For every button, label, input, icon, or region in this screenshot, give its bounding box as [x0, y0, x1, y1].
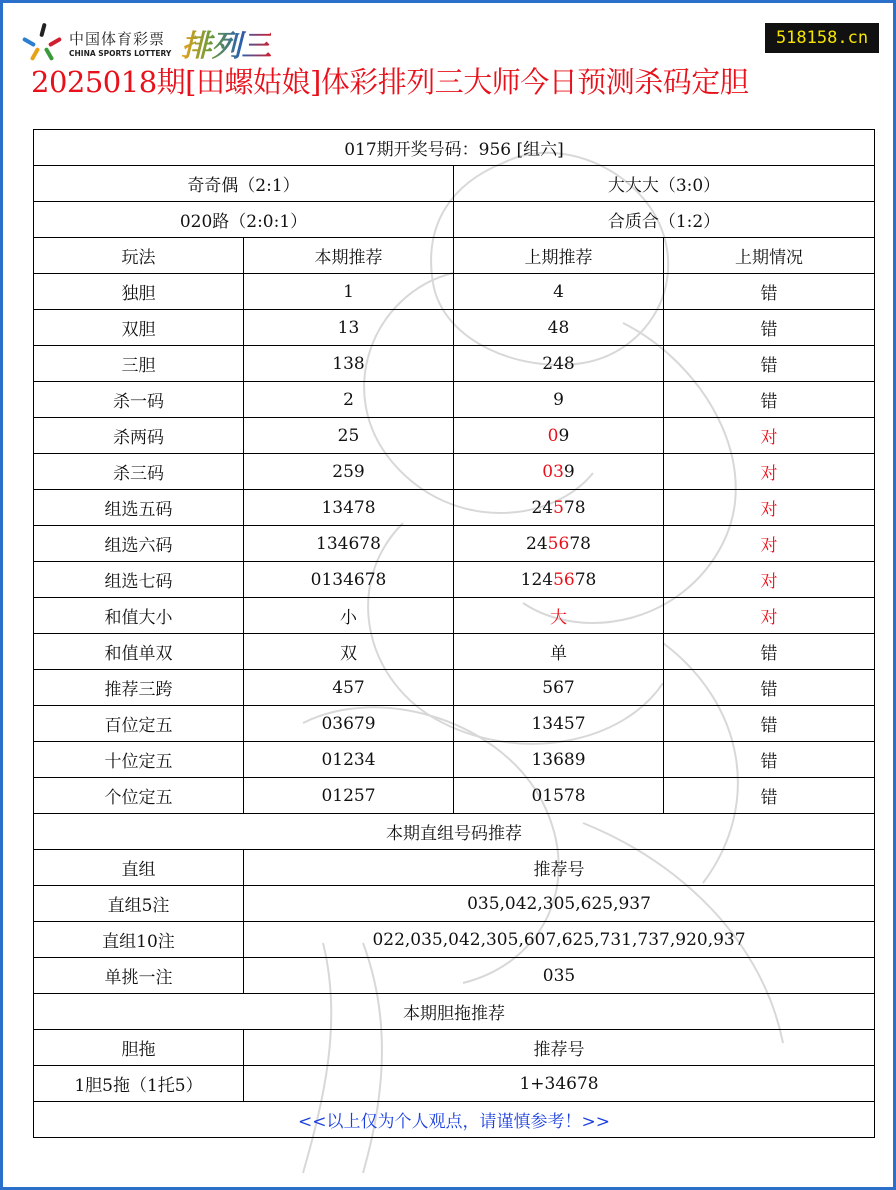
pick-segment: 13457 — [531, 713, 586, 734]
pick-segment: 5 — [553, 497, 564, 518]
pick-segment: 0 — [547, 425, 559, 446]
section-title: 本期胆拖推荐 — [34, 994, 875, 1030]
play-name: 十位定五 — [34, 742, 244, 778]
pick-segment: 24 — [526, 533, 548, 554]
pick-segment: 56 — [553, 569, 575, 590]
col-header: 直组 — [34, 850, 244, 886]
current-pick: 457 — [244, 670, 454, 706]
play-name: 组选七码 — [34, 562, 244, 598]
pick-segment: 248 — [542, 353, 575, 374]
table-row — [34, 598, 875, 634]
previous-pick — [454, 634, 664, 670]
section-title: 本期直组号码推荐 — [34, 814, 875, 850]
previous-result: 错 — [664, 274, 875, 310]
col-header: 本期推荐 — [244, 238, 454, 274]
table-row — [34, 346, 875, 382]
play-name: 推荐三跨 — [34, 670, 244, 706]
play-name: 组选六码 — [34, 526, 244, 562]
pick-type: 直组10注 — [34, 922, 244, 958]
previous-result: 错 — [664, 310, 875, 346]
table-header — [34, 238, 875, 274]
play-name: 杀一码 — [34, 382, 244, 418]
current-pick: 138 — [244, 346, 454, 382]
previous-result: 错 — [664, 706, 875, 742]
table-row — [34, 742, 875, 778]
pick-type: 单挑一注 — [34, 958, 244, 994]
pick-segment: 9 — [558, 425, 570, 446]
current-pick: 13 — [244, 310, 454, 346]
previous-pick — [454, 706, 664, 742]
table-row — [34, 382, 875, 418]
previous-result: 对 — [664, 526, 875, 562]
previous-result: 错 — [664, 778, 875, 814]
play-name: 和值单双 — [34, 634, 244, 670]
previous-result: 错 — [664, 634, 875, 670]
pick-segment: 13689 — [531, 749, 586, 770]
pick-type: 1胆5拖（1托5） — [34, 1066, 244, 1102]
pick-segment: 567 — [542, 677, 575, 698]
site-badge[interactable]: 518158.cn — [765, 23, 879, 53]
previous-result: 错 — [664, 382, 875, 418]
table-row — [34, 526, 875, 562]
pick-numbers: 035,042,305,625,937 — [244, 886, 875, 922]
previous-pick — [454, 310, 664, 346]
logo-cn: 中国体育彩票 — [69, 30, 166, 48]
play-name: 独胆 — [34, 274, 244, 310]
current-pick: 25 — [244, 418, 454, 454]
current-pick: 2 — [244, 382, 454, 418]
table-row — [34, 922, 875, 958]
pick-segment: 大 — [550, 608, 567, 628]
table-row — [34, 418, 875, 454]
previous-result: 对 — [664, 598, 875, 634]
current-pick: 03679 — [244, 706, 454, 742]
disclaimer-footer: <<以上仅为个人观点，请谨慎参考！>> — [34, 1102, 875, 1138]
current-pick: 01257 — [244, 778, 454, 814]
current-pick: 259 — [244, 454, 454, 490]
previous-pick — [454, 418, 664, 454]
table-row — [34, 1066, 875, 1102]
table-row — [34, 634, 875, 670]
pick-segment: 48 — [547, 317, 570, 338]
pick-segment: 03 — [542, 461, 564, 482]
table-row — [34, 562, 875, 598]
col-header: 推荐号 — [244, 850, 875, 886]
previous-pick — [454, 598, 664, 634]
table-row — [34, 778, 875, 814]
lottery-logo — [23, 21, 271, 65]
play-name: 百位定五 — [34, 706, 244, 742]
current-pick: 0134678 — [244, 562, 454, 598]
previous-pick — [454, 562, 664, 598]
previous-result: 对 — [664, 562, 875, 598]
table-row — [34, 670, 875, 706]
current-pick: 双 — [244, 634, 454, 670]
previous-pick — [454, 526, 664, 562]
previous-result: 错 — [664, 346, 875, 382]
pick-numbers: 1+34678 — [244, 1066, 875, 1102]
pick-segment: 78 — [574, 569, 597, 590]
previous-pick — [454, 274, 664, 310]
pick-numbers: 035 — [244, 958, 875, 994]
pick-segment: 9 — [553, 389, 564, 410]
parity-pattern: 奇奇偶（2:1） — [34, 166, 454, 202]
col-header: 玩法 — [34, 238, 244, 274]
current-pick: 13478 — [244, 490, 454, 526]
current-pick: 1 — [244, 274, 454, 310]
table-row — [34, 310, 875, 346]
pick-segment: 124 — [520, 569, 554, 590]
current-pick: 小 — [244, 598, 454, 634]
pick-segment: 4 — [553, 281, 564, 302]
col-header: 上期推荐 — [454, 238, 664, 274]
pick-numbers: 022,035,042,305,607,625,731,737,920,937 — [244, 922, 875, 958]
previous-pick — [454, 670, 664, 706]
play-name: 杀两码 — [34, 418, 244, 454]
current-pick: 01234 — [244, 742, 454, 778]
play-name: 组选五码 — [34, 490, 244, 526]
current-pick: 134678 — [244, 526, 454, 562]
previous-result: 对 — [664, 490, 875, 526]
pick-segment: 78 — [563, 497, 586, 518]
route-pattern: 020路（2:0:1） — [34, 202, 454, 238]
pick-segment: 78 — [569, 533, 591, 554]
draw-result: 017期开奖号码：956 [组六] — [34, 130, 875, 166]
size-pattern: 大大大（3:0） — [454, 166, 875, 202]
prime-pattern: 合质合（1:2） — [454, 202, 875, 238]
play-name: 杀三码 — [34, 454, 244, 490]
play-name: 双胆 — [34, 310, 244, 346]
prediction-table — [33, 129, 875, 1138]
previous-result: 错 — [664, 742, 875, 778]
logo-brand: 排列三 — [181, 21, 271, 65]
col-header: 胆拖 — [34, 1030, 244, 1066]
play-name: 个位定五 — [34, 778, 244, 814]
table-row — [34, 886, 875, 922]
col-header: 推荐号 — [244, 1030, 875, 1066]
previous-pick — [454, 382, 664, 418]
previous-result: 对 — [664, 454, 875, 490]
previous-pick — [454, 490, 664, 526]
previous-result: 对 — [664, 418, 875, 454]
pick-segment: 9 — [563, 461, 575, 482]
pick-segment: 56 — [547, 533, 570, 554]
page-title: 2025018期[田螺姑娘]体彩排列三大师今日预测杀码定胆 — [31, 65, 749, 99]
previous-pick — [454, 454, 664, 490]
pick-segment: 单 — [550, 644, 567, 664]
play-name: 三胆 — [34, 346, 244, 382]
col-header: 上期情况 — [664, 238, 875, 274]
table-row — [34, 958, 875, 994]
table-row — [34, 490, 875, 526]
play-name: 和值大小 — [34, 598, 244, 634]
logo-en: CHINA SPORTS LOTTERY — [69, 49, 172, 58]
table-row — [34, 454, 875, 490]
pick-type: 直组5注 — [34, 886, 244, 922]
previous-pick — [454, 742, 664, 778]
pick-segment: 01578 — [531, 785, 586, 806]
table-row — [34, 274, 875, 310]
logo-mark-icon — [23, 23, 63, 63]
previous-pick — [454, 778, 664, 814]
pick-segment: 24 — [531, 497, 554, 518]
table-row — [34, 706, 875, 742]
previous-pick — [454, 346, 664, 382]
previous-result: 错 — [664, 670, 875, 706]
